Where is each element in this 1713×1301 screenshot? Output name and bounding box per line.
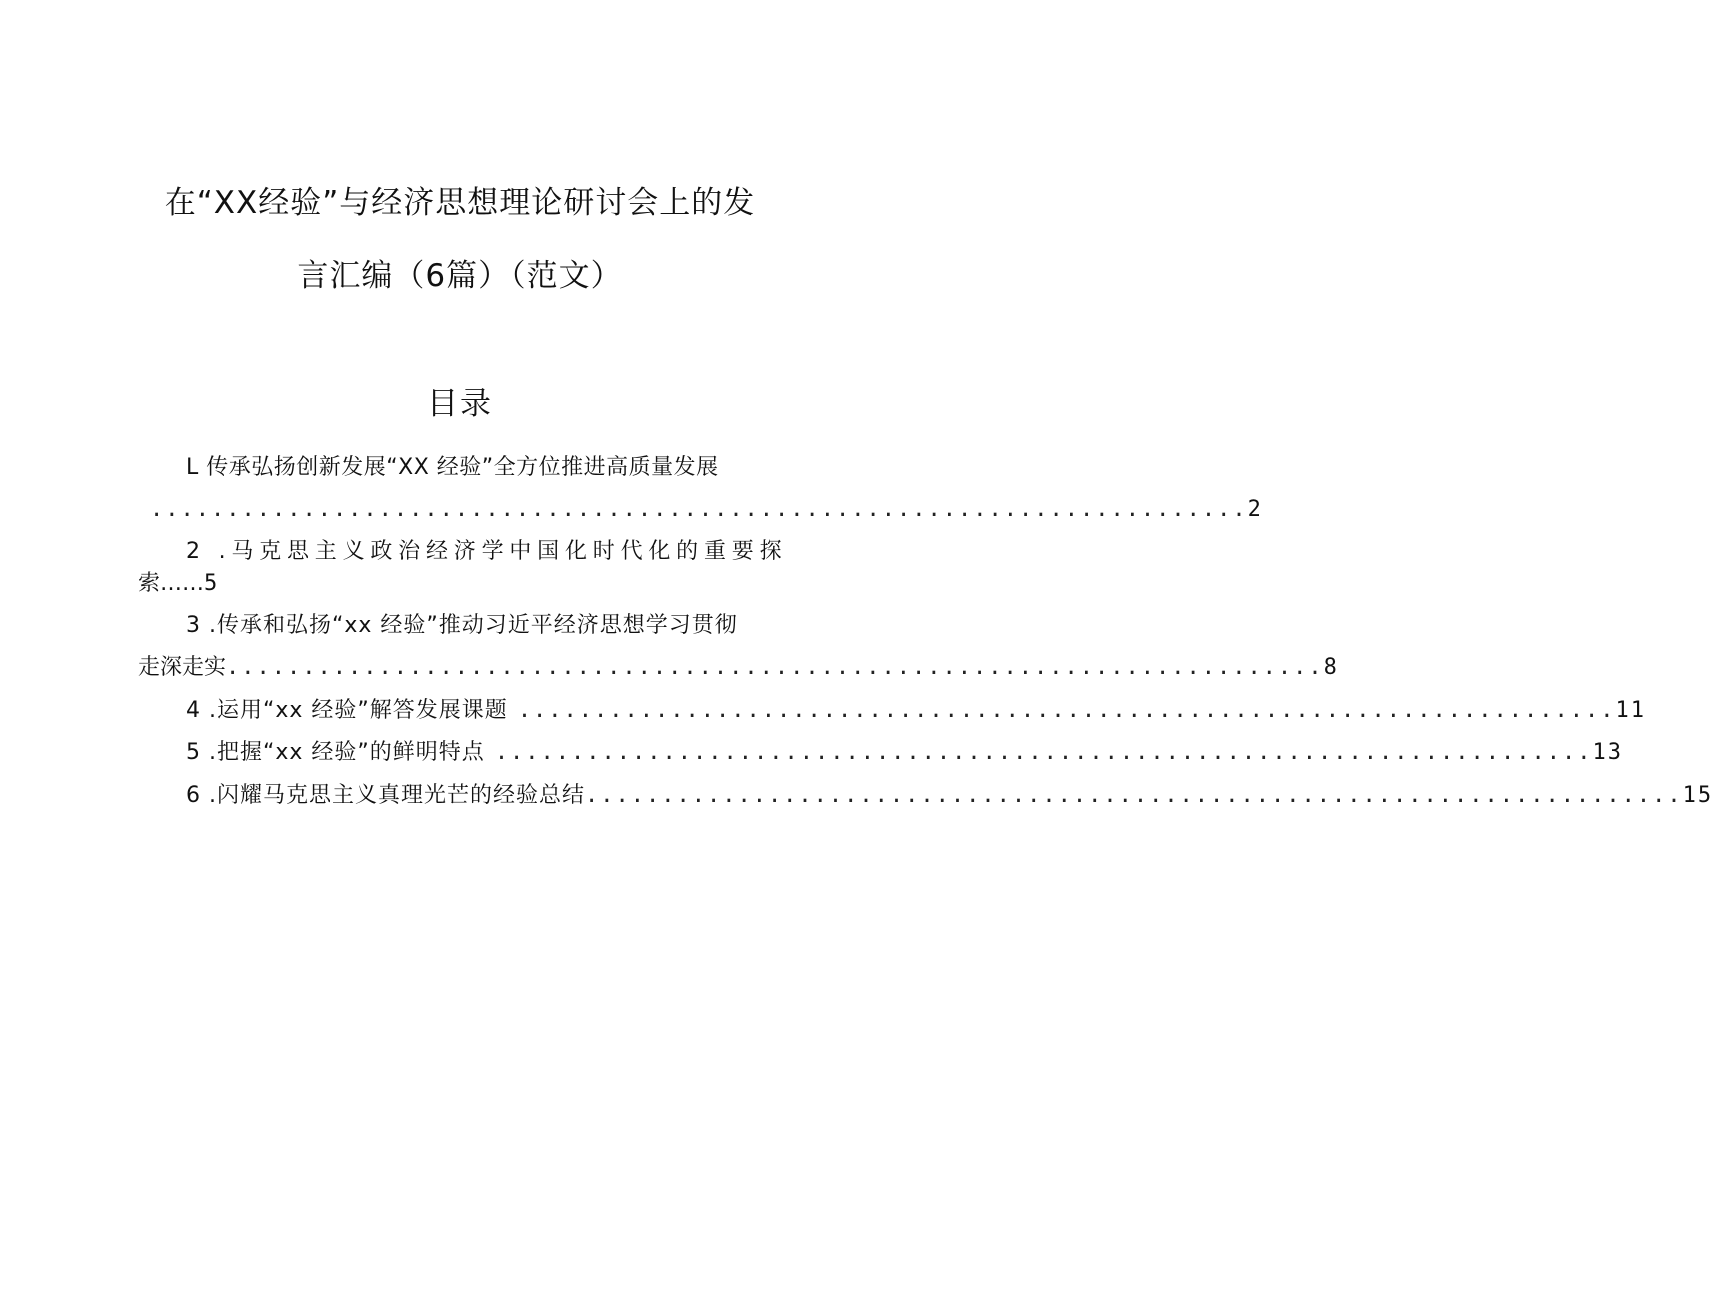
toc-item-6-page: 15	[1682, 783, 1713, 808]
toc-item-1-page: 2	[1247, 497, 1263, 522]
toc-item-2-continuation[interactable]	[138, 568, 338, 600]
toc-item-6-title: 6 .闪耀马克思主义真理光芒的经验总结	[186, 783, 585, 808]
document-title-line-1: 在“XX经验”与经济思想理论研讨会上的发	[164, 185, 756, 221]
toc-item-1-leader-row[interactable]	[150, 494, 1263, 526]
toc-item-4-title: 4 .运用“xx 经验”解答发展课题	[186, 698, 508, 723]
document-title-line-2: 言汇编（6篇）（范文）	[297, 258, 623, 294]
toc-item-3-leader: ........................................................................	[226, 655, 1324, 680]
toc-item-4[interactable]	[186, 695, 1646, 727]
toc-item-3-title[interactable]: 3 .传承和弘扬“xx 经验”推动习近平经济思想学习贯彻	[186, 613, 738, 638]
toc-item-6-leader: ........................................................................	[585, 783, 1683, 808]
toc-item-5-leader: ........................................................................	[494, 740, 1593, 765]
toc-item-1-title[interactable]: L 传承弘扬创新发展“XX 经验”全方位推进高质量发展	[186, 455, 719, 480]
toc-item-5-page: 13	[1592, 740, 1623, 765]
toc-item-4-leader: ........................................................................	[517, 698, 1616, 723]
toc-item-2-page: 5	[204, 571, 218, 596]
toc-item-5-title: 5 .把握“xx 经验”的鲜明特点	[186, 740, 485, 765]
toc-item-6[interactable]	[186, 780, 1713, 812]
toc-item-2-line2: 索……	[138, 571, 205, 596]
toc-item-3-leader-row[interactable]	[138, 652, 1339, 684]
toc-item-3-page: 8	[1323, 655, 1339, 680]
toc-item-4-page: 11	[1615, 698, 1646, 723]
toc-heading: 目录	[427, 386, 493, 422]
toc-item-3-line2: 走深走实	[138, 655, 227, 680]
toc-item-1-leader: ........................................................................	[150, 497, 1248, 522]
toc-item-2-title[interactable]: 2 .马克思主义政治经济学中国化时代化的重要探	[186, 539, 788, 564]
toc-item-5[interactable]	[186, 737, 1623, 769]
